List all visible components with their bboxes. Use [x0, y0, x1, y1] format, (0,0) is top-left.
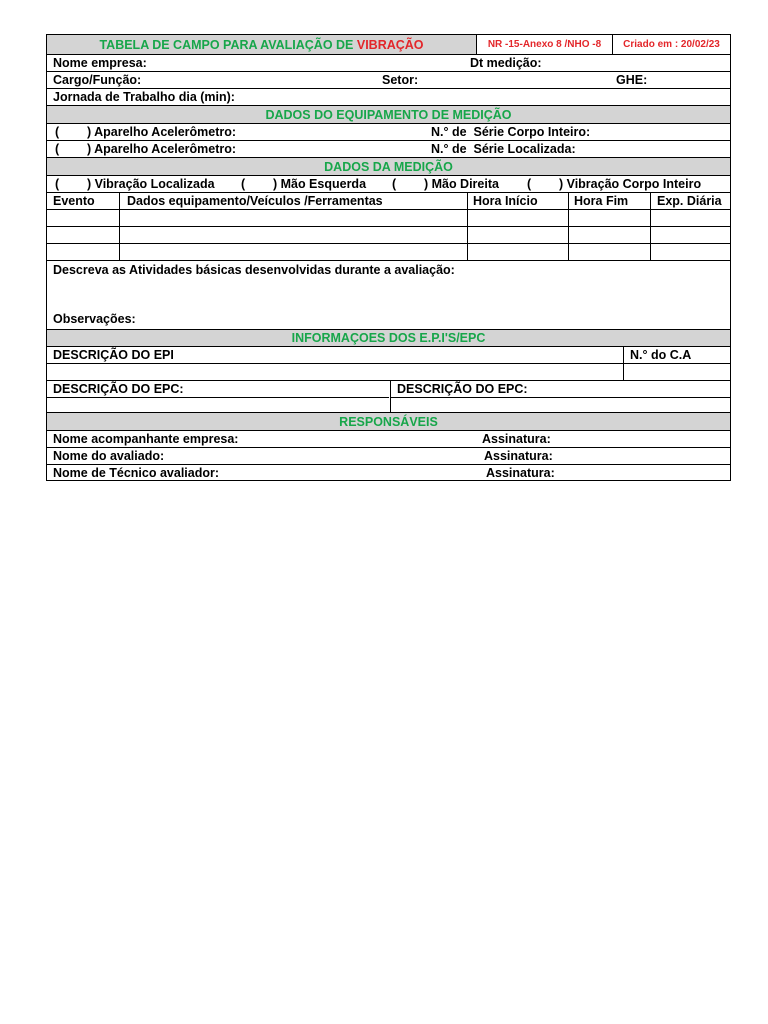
form-title-highlight: VIBRAÇÃO [356, 37, 424, 52]
evaluator-name-label: Nome de Técnico avaliador: [53, 466, 220, 480]
ghe-label: GHE: [616, 73, 648, 87]
table-divider [568, 193, 569, 261]
form-header-row [47, 35, 730, 55]
form-title [47, 35, 477, 54]
created-date: Criado em : 20/02/23 [613, 35, 730, 54]
equipment-row-1 [47, 124, 730, 141]
form-title-prefix: TABELA DE CAMPO PARA AVALIAÇÃO DE [99, 37, 357, 52]
signature-label: Assinatura: [484, 449, 553, 463]
workday-row [47, 89, 730, 106]
signature-label: Assinatura: [486, 466, 555, 480]
serial-full-body-label: N.° de Série Corpo Inteiro: [431, 125, 591, 139]
equipment-section-title: DADOS DO EQUIPAMENTO DE MEDIÇÃO [47, 106, 730, 124]
evaluated-name-label: Nome do avaliado: [53, 449, 165, 463]
table-row [47, 244, 730, 261]
responsible-row [47, 465, 730, 481]
epc-divider [390, 381, 391, 413]
role-row [47, 72, 730, 89]
equipment-row-2 [47, 141, 730, 158]
table-divider [467, 193, 468, 261]
col-daily-exposure: Exp. Diária [657, 194, 722, 208]
epc-blank-row [47, 397, 730, 413]
ppe-section-title: INFORMAÇOES DOS E.P.I'S/EPC [47, 330, 730, 347]
ppe-header-row [47, 347, 730, 364]
accelerometer-check-1: ( ) Aparelho Acelerômetro: [55, 125, 237, 139]
ca-number-label: N.° do C.A [630, 348, 692, 362]
observations-label: Observações: [53, 312, 136, 326]
signature-label: Assinatura: [482, 432, 551, 446]
epc-description-label-1: DESCRIÇÃO DO EPC: [53, 382, 184, 396]
norma-label: NR -15-Anexo 8 /NHO -8 [477, 35, 613, 54]
measurement-options-row [47, 176, 730, 193]
col-event: Evento [53, 194, 95, 208]
col-equipment: Dados equipamento/Veículos /Ferramentas [127, 194, 383, 208]
table-row [47, 210, 730, 227]
company-companion-label: Nome acompanhante empresa: [53, 432, 239, 446]
ppe-blank-row [47, 364, 730, 381]
company-row [47, 55, 730, 72]
option-left-hand: ( ) Mão Esquerda [241, 177, 367, 191]
events-table-header [47, 193, 730, 210]
measurement-date-label: Dt medição: [470, 56, 542, 70]
option-full-body: ( ) Vibração Corpo Inteiro [527, 177, 702, 191]
accelerometer-check-2: ( ) Aparelho Acelerômetro: [55, 142, 237, 156]
responsible-row [47, 448, 730, 465]
role-label: Cargo/Função: [53, 73, 142, 87]
col-start-time: Hora Início [473, 194, 538, 208]
col-end-time: Hora Fim [574, 194, 629, 208]
responsible-row [47, 431, 730, 448]
table-divider [119, 193, 120, 261]
ppe-divider [623, 347, 624, 381]
responsibles-section-title: RESPONSÁVEIS [47, 413, 730, 431]
sector-label: Setor: [382, 73, 419, 87]
option-localized: ( ) Vibração Localizada [55, 177, 215, 191]
table-row [47, 227, 730, 244]
company-name-label: Nome empresa: [53, 56, 147, 70]
option-right-hand: ( ) Mão Direita [392, 177, 499, 191]
table-divider [650, 193, 651, 261]
epc-header-row [47, 381, 730, 398]
vibration-field-form [46, 34, 731, 481]
epc-divider [391, 397, 730, 398]
activities-label: Descreva as Atividades básicas desenvolvidas durante a avaliação: [53, 263, 455, 277]
epc-description-label-2: DESCRIÇÃO DO EPC: [397, 382, 528, 396]
activities-block [47, 261, 730, 330]
workday-label: Jornada de Trabalho dia (min): [53, 90, 235, 104]
serial-localized-label: N.° de Série Localizada: [431, 142, 576, 156]
measurement-section-title: DADOS DA MEDIÇÃO [47, 158, 730, 176]
epc-divider [47, 397, 389, 398]
ppe-description-label: DESCRIÇÃO DO EPI [53, 348, 174, 362]
